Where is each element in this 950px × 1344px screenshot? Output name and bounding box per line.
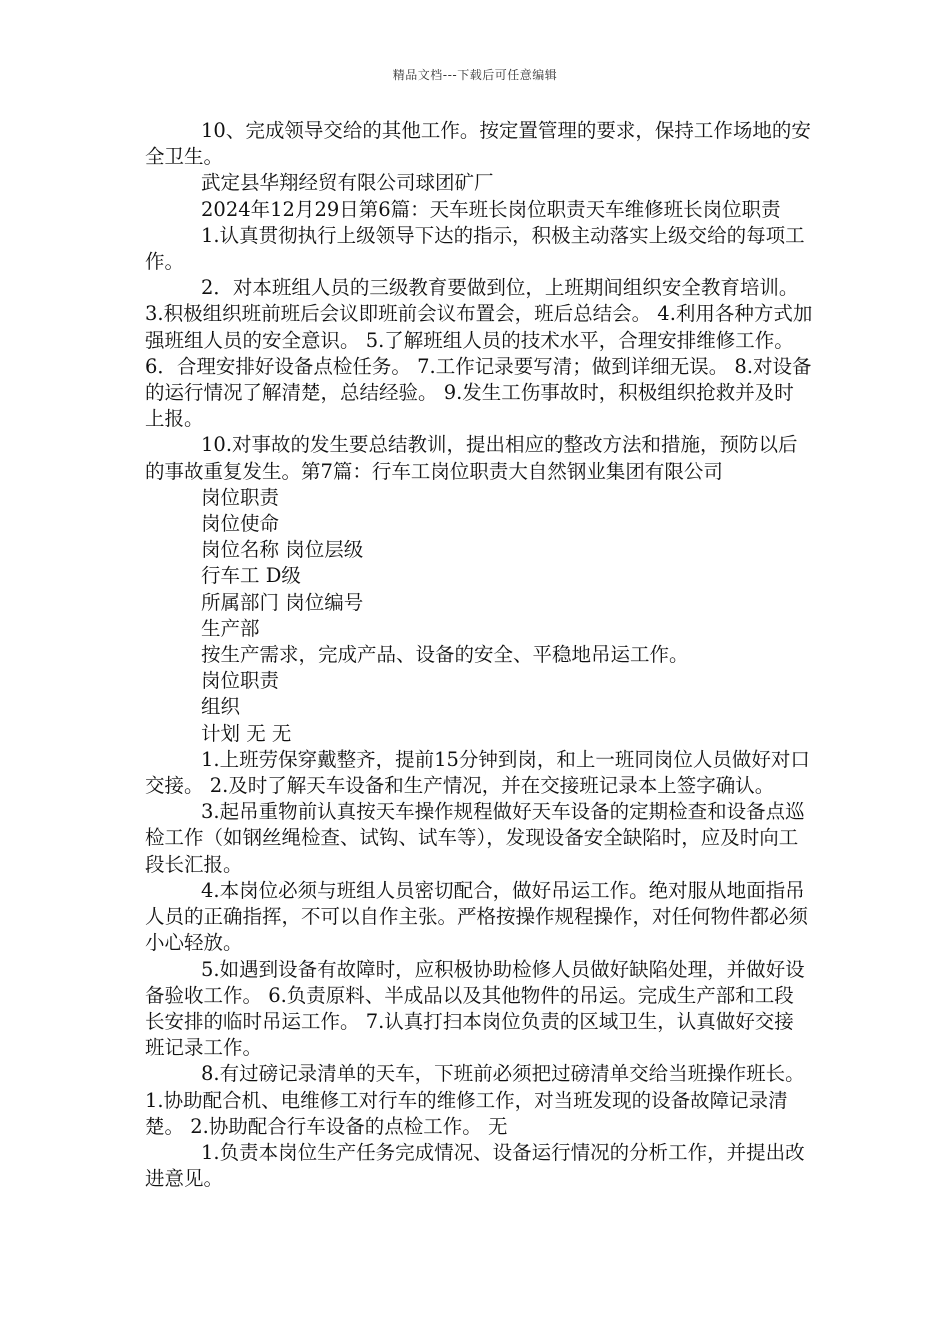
paragraph: 1.认真贯彻执行上级领导下达的指示，积极主动落实上级交给的每项工作。 xyxy=(145,223,805,274)
paragraph: 8.有过磅记录清单的天车，下班前必须把过磅清单交给当班操作班长。 1.协助配合机、电维修工对行车的维修工作，对当班发现的设备故障记录清楚。 2.协助配合行车设备的点检工作。 无 xyxy=(145,1062,805,1138)
mission-line: 按生产需求，完成产品、设备的安全、平稳地吊运工作。 xyxy=(201,643,689,667)
paragraph: 1.负责本岗位生产任务完成情况、设备运行情况的分析工作，并提出改进意见。 xyxy=(145,1140,805,1191)
heading-line: 生产部 xyxy=(201,616,260,640)
page-header: 精品文档---下载后可任意编辑 xyxy=(392,68,558,82)
heading-line: 所属部门 岗位编号 xyxy=(201,590,364,614)
heading-line: 行车工 D级 xyxy=(201,564,301,588)
heading-line: 计划 无 无 xyxy=(201,721,292,745)
paragraph: 10.对事故的发生要总结教训，提出相应的整改方法和措施，预防以后的事故重复发生。第7篇：行车工岗位职责大自然钢业集团有限公司 xyxy=(145,433,798,483)
heading-line: 组织 xyxy=(201,695,241,719)
paragraph: 5.如遇到设备有故障时，应积极协助检修人员做好缺陷处理，并做好设备验收工作。 6.负责原料、半成品以及其他物件的吊运。完成生产部和工段长安排的临时吊运工作。 7.认真打扫本岗位负责的区域卫生，认真做好交接班记录工作。 xyxy=(145,957,805,1060)
paragraph: 2024年12月29日第6篇：天车班长岗位职责天车维修班长岗位职责 xyxy=(201,197,781,221)
heading-line: 岗位职责 xyxy=(201,485,280,509)
company-line: 武定县华翔经贸有限公司球团矿厂 xyxy=(201,171,494,195)
paragraph: 3.起吊重物前认真按天车操作规程做好天车设备的定期检查和设备点巡检工作（如钢丝绳检查、试钩、试车等），发现设备安全缺陷时，应及时向工段长汇报。 xyxy=(145,800,805,876)
heading-line: 岗位名称 岗位层级 xyxy=(201,538,364,562)
paragraph: 1.上班劳保穿戴整齐，提前15分钟到岗，和上一班同岗位人员做好对口交接。 2.及时了解天车设备和生产情况，并在交接班记录本上签字确认。 xyxy=(145,747,810,798)
document-body xyxy=(145,118,813,1192)
paragraph: 4.本岗位必须与班组人员密切配合，做好吊运工作。绝对服从地面指吊人员的正确指挥，不可以自作主张。严格按操作规程操作，对任何物件都必须小心轻放。 xyxy=(145,878,809,955)
heading-line: 岗位使命 xyxy=(201,512,280,536)
heading-line: 岗位职责 xyxy=(201,669,280,693)
paragraph: 10、完成领导交给的其他工作。按定置管理的要求，保持工作场地的安全卫生。 xyxy=(145,119,811,169)
paragraph: 2．对本班组人员的三级教育要做到位，上班期间组织安全教育培训。 3.积极组织班前班后会议即班前会议布置会，班后总结会。 4.利用各种方式加强班组人员的安全意识。 5.了解班组人员的技术水平，合理安排维修工作。 6．合理安排好设备点检任务。 7.工作记录要写清；做到详细无误。 8.对设备的运行情况了解清楚，总结经验。 9.发生工伤事故时，积极组织抢救并及时上报。 xyxy=(145,276,813,431)
